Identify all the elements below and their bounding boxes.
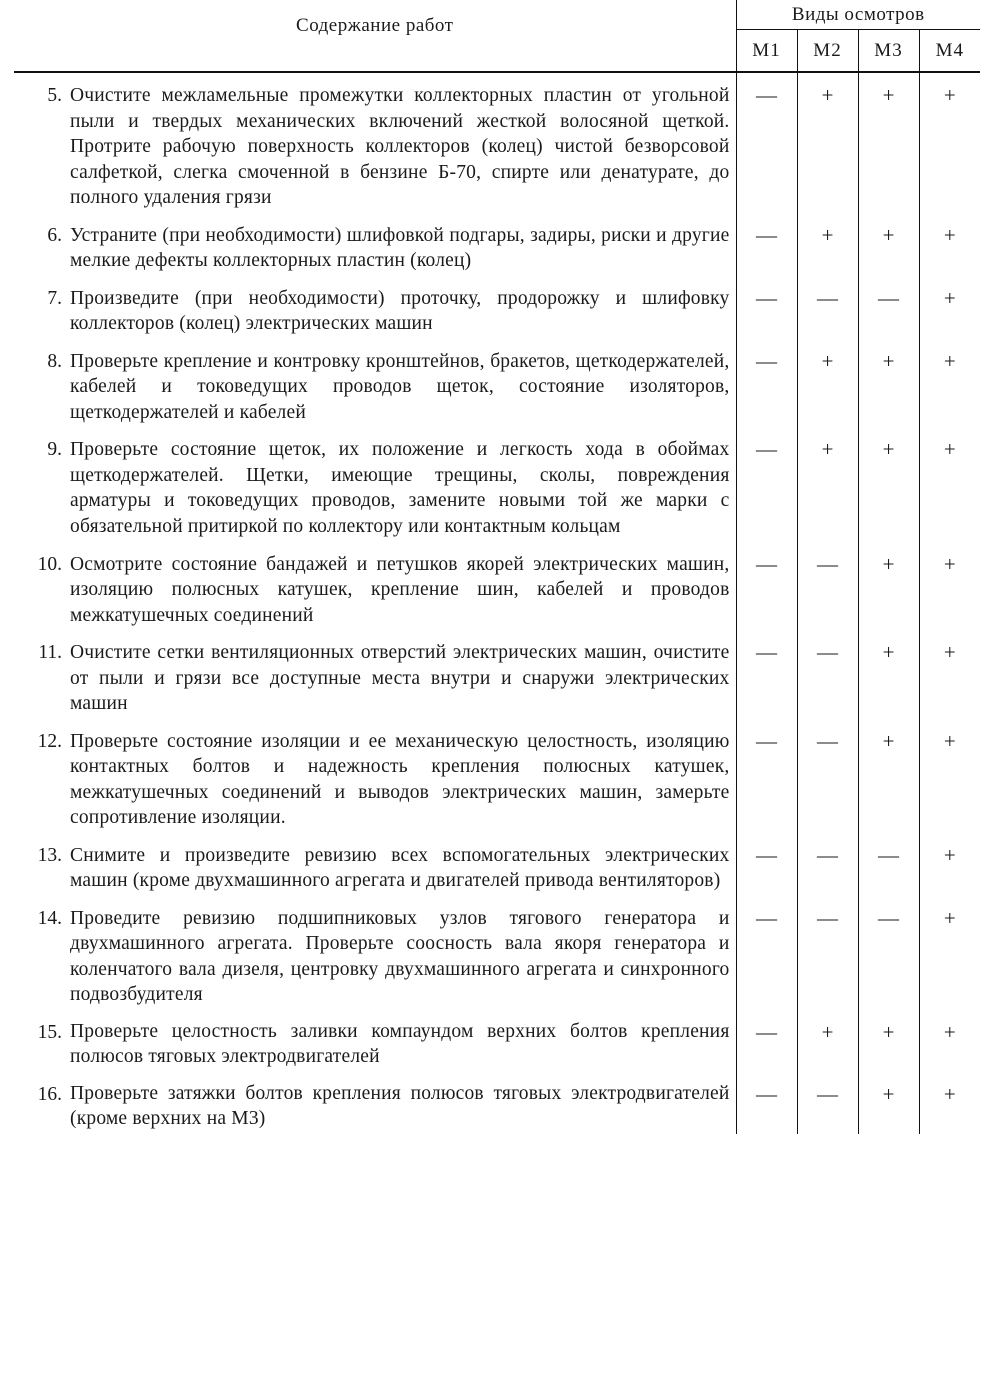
mark-m1: — bbox=[736, 213, 797, 276]
mark-m3: + bbox=[858, 73, 919, 213]
row-content bbox=[14, 73, 736, 213]
item-text: Снимите и произведите ревизию всех вспомогательных электрических машин (кроме двухмашинного агрегата и двигателей привода вентиляторов) bbox=[70, 844, 730, 892]
mark-m2: — bbox=[797, 833, 858, 896]
item-text: Проверьте целостность заливки компаундом верхних болтов крепления полюсов тяговых электродвигателей bbox=[70, 1021, 730, 1067]
mark-m1: — bbox=[736, 542, 797, 631]
item-text: Устраните (при необходимости) шлифовкой подгары, задиры, риски и другие мелкие дефекты коллекторных пластин (колец) bbox=[70, 224, 730, 272]
work-item bbox=[18, 349, 730, 426]
row-content bbox=[14, 427, 736, 541]
mark-m1: — bbox=[736, 896, 797, 1010]
row-content bbox=[14, 630, 736, 719]
table-row bbox=[14, 1072, 980, 1134]
mark-m4: + bbox=[919, 427, 980, 541]
maintenance-works-table bbox=[14, 0, 980, 1134]
mark-m3: + bbox=[858, 630, 919, 719]
mark-m2: + bbox=[797, 73, 858, 213]
mark-m1: — bbox=[736, 339, 797, 428]
item-number: 6. bbox=[47, 224, 62, 246]
header-column-m4: М4 bbox=[919, 30, 980, 73]
mark-m2: — bbox=[797, 276, 858, 339]
row-content bbox=[14, 339, 736, 428]
table-row bbox=[14, 213, 980, 276]
item-number: 15. bbox=[37, 1022, 62, 1043]
mark-m4: + bbox=[919, 630, 980, 719]
item-number: 11. bbox=[38, 642, 62, 664]
mark-m2: — bbox=[797, 719, 858, 833]
mark-m3: — bbox=[858, 896, 919, 1010]
item-text: Проведите ревизию подшипниковых узлов тягового генератора и двухмашинного агрегата. Проверьте соосность вала якоря генератора и коленчатого вала дизеля, центровку двухмашинного агрегата и синхронного подвозбудителя bbox=[70, 907, 730, 1006]
mark-m3: — bbox=[858, 276, 919, 339]
table-row bbox=[14, 1010, 980, 1072]
work-item bbox=[18, 906, 730, 1008]
mark-m4: + bbox=[919, 1072, 980, 1134]
table-row bbox=[14, 542, 980, 631]
mark-m2: + bbox=[797, 213, 858, 276]
mark-m1: — bbox=[736, 833, 797, 896]
mark-m2: + bbox=[797, 339, 858, 428]
mark-m1: — bbox=[736, 1010, 797, 1072]
item-text: Проверьте крепление и контровку кронштейнов, бракетов, щеткодержателей, кабелей и токоведущих проводов щеток, состояние изоляторов, щеткодержателей и кабелей bbox=[70, 350, 730, 423]
header-column-m3: М3 bbox=[858, 30, 919, 73]
table-header bbox=[14, 0, 980, 73]
item-text: Очистите межламельные промежутки коллекторных пластин от угольной пыли и твердых механических включений жесткой волосяной щеткой. Протрите рабочую поверхность коллекторов (колец) чистой безворсовой салфеткой, слегка смоченной в бензине Б-70, спирте или денатурате, до полного удаления грязи bbox=[70, 85, 730, 209]
table-row bbox=[14, 339, 980, 428]
row-content bbox=[14, 833, 736, 896]
mark-m2: — bbox=[797, 630, 858, 719]
row-content bbox=[14, 896, 736, 1010]
table-body bbox=[14, 73, 980, 1134]
item-number: 10. bbox=[37, 553, 62, 575]
item-number: 12. bbox=[37, 730, 62, 752]
row-content bbox=[14, 276, 736, 339]
table-row bbox=[14, 73, 980, 213]
item-number: 9. bbox=[47, 439, 62, 461]
header-column-m2: М2 bbox=[797, 30, 858, 73]
mark-m4: + bbox=[919, 719, 980, 833]
mark-m1: — bbox=[736, 427, 797, 541]
mark-m1: — bbox=[736, 73, 797, 213]
mark-m2: + bbox=[797, 427, 858, 541]
table-row bbox=[14, 276, 980, 339]
header-inspection-types: Виды осмотров bbox=[736, 0, 980, 30]
mark-m1: — bbox=[736, 630, 797, 719]
item-number: 14. bbox=[37, 907, 62, 929]
row-content bbox=[14, 213, 736, 276]
item-text: Проверьте затяжки болтов крепления полюсов тяговых электродвигателей (кроме верхних на М3) bbox=[70, 1082, 730, 1129]
mark-m3: + bbox=[858, 427, 919, 541]
item-text: Произведите (при необходимости) проточку, продорожку и шлифовку коллекторов (колец) электрических машин bbox=[70, 287, 730, 335]
table-row bbox=[14, 833, 980, 896]
mark-m4: + bbox=[919, 1010, 980, 1072]
mark-m4: + bbox=[919, 896, 980, 1010]
work-item bbox=[18, 286, 730, 337]
work-item bbox=[18, 223, 730, 274]
mark-m1: — bbox=[736, 1072, 797, 1134]
item-text: Проверьте состояние щеток, их положение и легкость хода в обоймах щеткодержателей. Щетки, имеющие трещины, сколы, повреждения арматуры и токоведущих проводов, замените новыми той же марки с обязательной притиркой по коллектору или контактным кольцам bbox=[70, 439, 730, 537]
mark-m4: + bbox=[919, 542, 980, 631]
mark-m1: — bbox=[736, 719, 797, 833]
mark-m2: — bbox=[797, 1072, 858, 1134]
work-item bbox=[18, 843, 730, 894]
item-text: Проверьте состояние изоляции и ее механическую целостность, изоляцию контактных болтов и надежность крепления полюсных катушек, межкатушечных соединений и выводов электрических машин, замерьте сопротивление изоляции. bbox=[70, 730, 730, 829]
item-number: 5. bbox=[47, 85, 62, 106]
work-item bbox=[18, 83, 730, 211]
table-row bbox=[14, 896, 980, 1010]
table-row bbox=[14, 630, 980, 719]
work-item bbox=[18, 1020, 730, 1070]
mark-m3: + bbox=[858, 339, 919, 428]
work-item bbox=[18, 552, 730, 629]
mark-m4: + bbox=[919, 73, 980, 213]
mark-m2: — bbox=[797, 542, 858, 631]
item-number: 13. bbox=[37, 844, 62, 866]
mark-m3: — bbox=[858, 833, 919, 896]
mark-m3: + bbox=[858, 1072, 919, 1134]
header-content-column: Содержание работ bbox=[296, 14, 454, 36]
work-item bbox=[18, 1082, 730, 1132]
row-content bbox=[14, 1010, 736, 1072]
header-column-m1: М1 bbox=[736, 30, 797, 73]
work-item bbox=[18, 437, 730, 539]
row-content bbox=[14, 542, 736, 631]
table-row bbox=[14, 719, 980, 833]
mark-m2: — bbox=[797, 896, 858, 1010]
mark-m4: + bbox=[919, 213, 980, 276]
item-number: 7. bbox=[47, 287, 62, 309]
mark-m4: + bbox=[919, 276, 980, 339]
table-row bbox=[14, 427, 980, 541]
row-content bbox=[14, 1072, 736, 1134]
item-number: 8. bbox=[47, 350, 62, 372]
item-text: Очистите сетки вентиляционных отверстий электрических машин, очистите от пыли и грязи все доступные места внутри и снаружи электрических машин bbox=[70, 642, 730, 715]
mark-m4: + bbox=[919, 339, 980, 428]
item-text: Осмотрите состояние бандажей и петушков якорей электрических машин, изоляцию полюсных катушек, крепление шин, кабелей и проводов межкатушечных соединений bbox=[70, 553, 730, 626]
mark-m3: + bbox=[858, 1010, 919, 1072]
mark-m3: + bbox=[858, 542, 919, 631]
row-content bbox=[14, 719, 736, 833]
mark-m3: + bbox=[858, 213, 919, 276]
work-item bbox=[18, 729, 730, 831]
mark-m4: + bbox=[919, 833, 980, 896]
mark-m1: — bbox=[736, 276, 797, 339]
item-number: 16. bbox=[37, 1083, 62, 1105]
mark-m2: + bbox=[797, 1010, 858, 1072]
mark-m3: + bbox=[858, 719, 919, 833]
work-item bbox=[18, 640, 730, 717]
